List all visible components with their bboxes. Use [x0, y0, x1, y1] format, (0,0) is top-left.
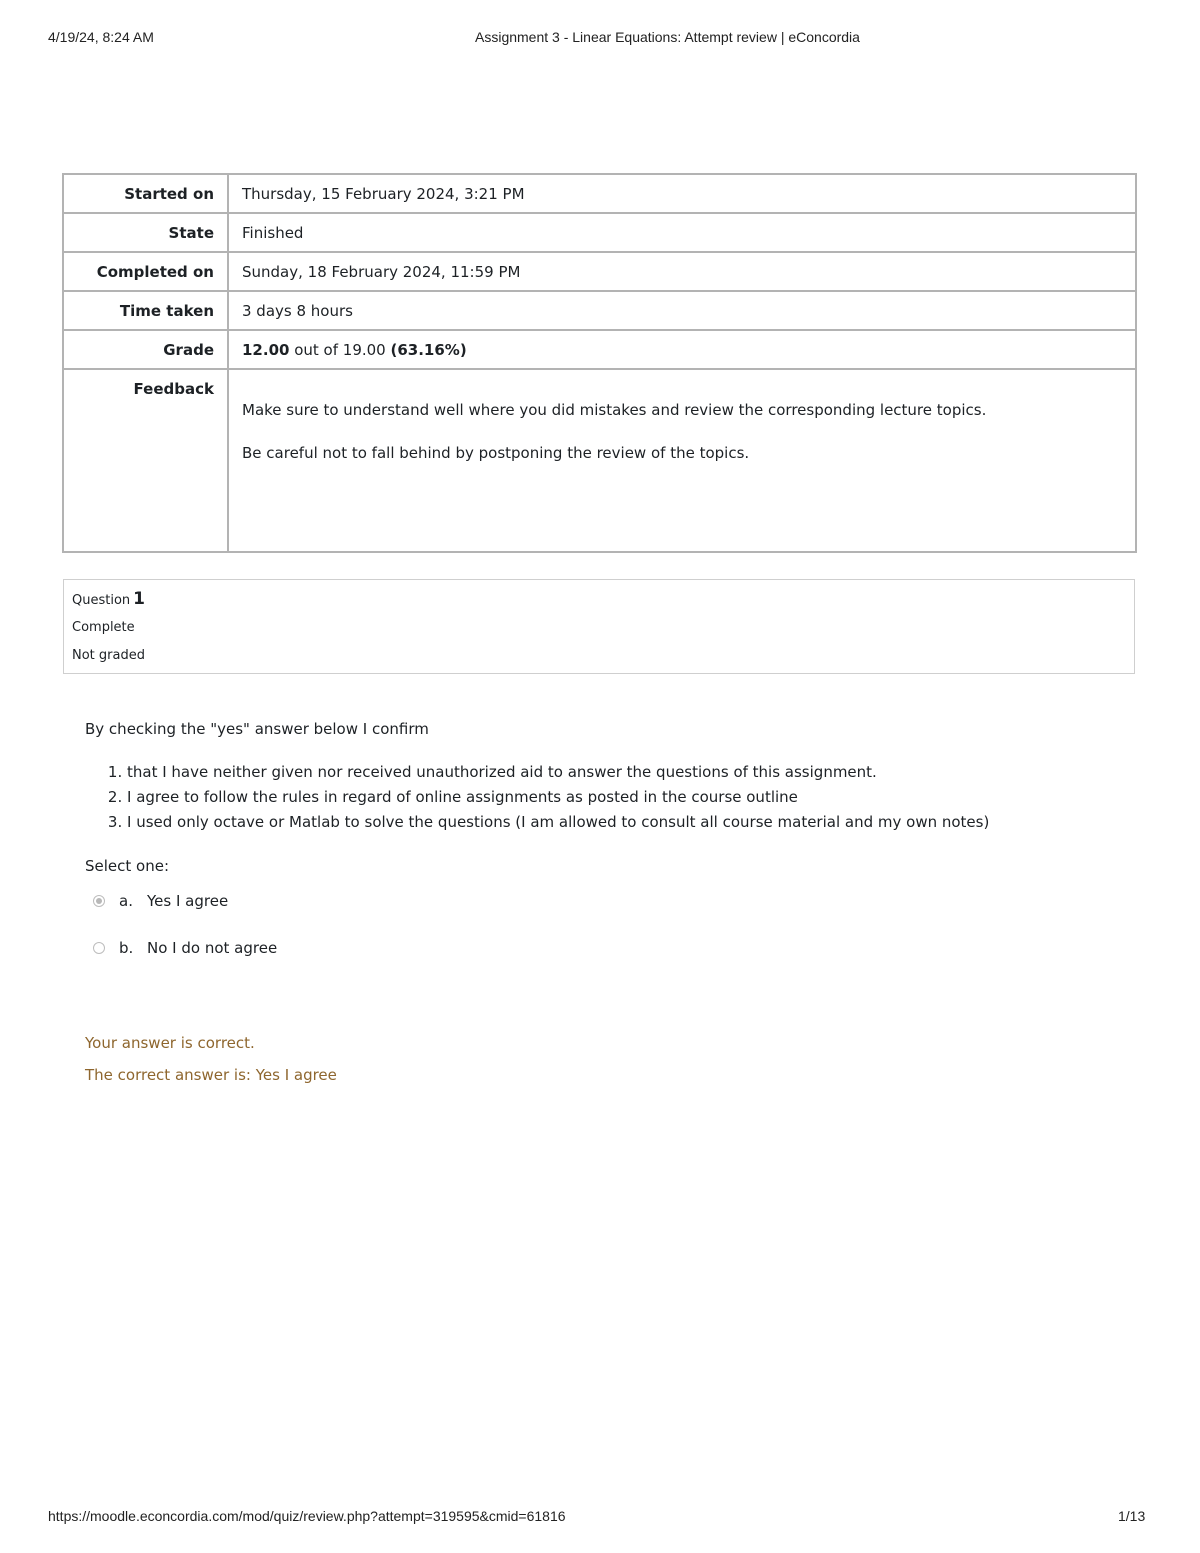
answer-letter: a. [119, 892, 133, 910]
radio-button-b[interactable] [93, 942, 105, 954]
state-label: State [63, 213, 228, 252]
print-page-number: 1/13 [1118, 1508, 1146, 1524]
question-info-box [63, 579, 1135, 674]
time-taken-value: 3 days 8 hours [228, 291, 1136, 330]
summary-row-time-taken [63, 291, 1136, 330]
started-on-value: Thursday, 15 February 2024, 3:21 PM [228, 174, 1136, 213]
select-one-prompt: Select one: [85, 857, 170, 875]
attempt-summary-table [62, 173, 1137, 553]
summary-row-grade [63, 330, 1136, 369]
confirmation-list [85, 760, 1135, 835]
feedback-line-1: Make sure to understand well where you did mistakes and review the corresponding lecture topics. [242, 401, 987, 419]
summary-row-completed [63, 252, 1136, 291]
question-label: Question [72, 593, 131, 608]
answer-correct-message: Your answer is correct. [85, 1034, 255, 1052]
time-taken-label: Time taken [63, 291, 228, 330]
list-item: 1. that I have neither given nor received unauthorized aid to answer the questions of this assignment. [127, 760, 1135, 785]
print-date: 4/19/24, 8:24 AM [48, 29, 154, 45]
grade-out-of: out of 19.00 [289, 341, 391, 359]
answer-feedback [85, 1034, 337, 1098]
answer-letter: b. [119, 939, 134, 957]
question-state: Complete [72, 620, 135, 635]
feedback-label: Feedback [63, 369, 228, 552]
summary-row-feedback [63, 369, 1136, 552]
feedback-line-2: Be careful not to fall behind by postponing the review of the topics. [242, 444, 750, 462]
list-item: 3. I used only octave or Matlab to solve the questions (I am allowed to consult all course material and my own notes) [127, 810, 1135, 835]
question-number [72, 589, 145, 609]
grade-score: 12.00 [242, 341, 290, 359]
radio-button-a[interactable] [93, 895, 105, 907]
question-number-value: 1 [133, 589, 145, 609]
print-page-title: Assignment 3 - Linear Equations: Attempt review | eConcordia [475, 29, 860, 45]
overall-feedback [228, 369, 1136, 552]
state-value: Finished [228, 213, 1136, 252]
summary-row-started [63, 174, 1136, 213]
grade-percent: (63.16%) [390, 341, 467, 359]
completed-on-label: Completed on [63, 252, 228, 291]
question-grade: Not graded [72, 648, 145, 663]
print-url: https://moodle.econcordia.com/mod/quiz/review.php?attempt=319595&cmid=61816 [48, 1508, 566, 1524]
question-intro: By checking the "yes" answer below I confirm [85, 720, 429, 738]
completed-on-value: Sunday, 18 February 2024, 11:59 PM [228, 252, 1136, 291]
grade-label: Grade [63, 330, 228, 369]
correct-answer-text: The correct answer is: Yes I agree [85, 1066, 337, 1084]
question-text [85, 720, 1135, 875]
started-on-label: Started on [63, 174, 228, 213]
summary-row-state [63, 213, 1136, 252]
list-item: 2. I agree to follow the rules in regard of online assignments as posted in the course outline [127, 785, 1135, 810]
answer-label: Yes I agree [147, 892, 229, 910]
print-header [0, 29, 1200, 47]
grade-value [228, 330, 1136, 369]
answer-label: No I do not agree [147, 939, 278, 957]
